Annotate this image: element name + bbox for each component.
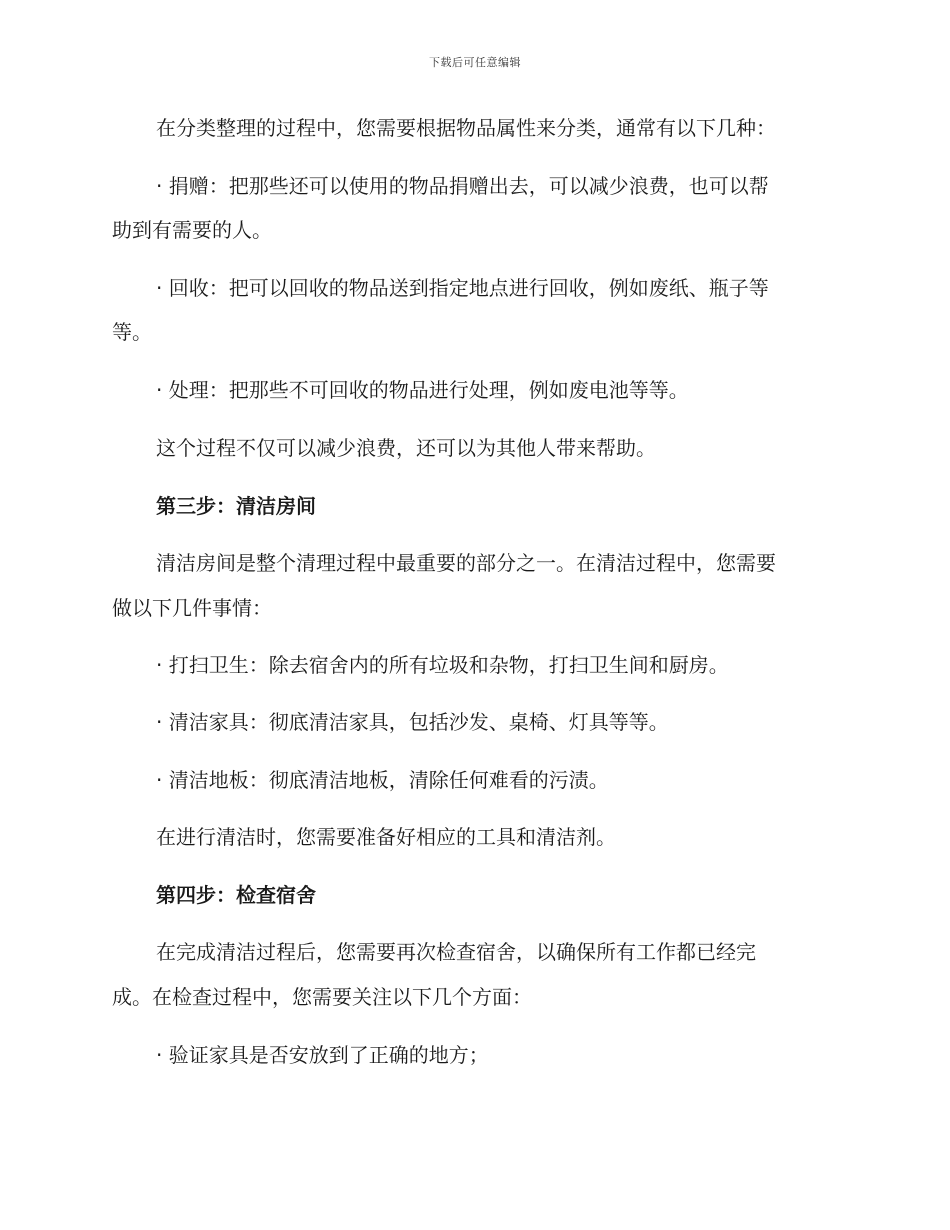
bullet-recycle-line2: 等。 bbox=[112, 320, 152, 344]
bullet-recycle-line1: · 回收：把可以回收的物品送到指定地点进行回收，例如废纸、瓶子等 bbox=[156, 276, 769, 300]
paragraph-inspect-line1: 在完成清洁过程后，您需要再次检查宿舍，以确保所有工作都已经完 bbox=[156, 940, 756, 964]
bullet-donate-line1: · 捐赠：把那些还可以使用的物品捐赠出去，可以减少浪费，也可以帮 bbox=[156, 174, 769, 198]
bullet-dispose: · 处理：把那些不可回收的物品进行处理，例如废电池等等。 bbox=[156, 378, 689, 402]
bullet-floor: · 清洁地板：彻底清洁地板，清除任何难看的污渍。 bbox=[156, 768, 609, 792]
paragraph-sorting-intro: 在分类整理的过程中，您需要根据物品属性来分类，通常有以下几种： bbox=[156, 116, 776, 140]
paragraph-tools: 在进行清洁时，您需要准备好相应的工具和清洁剂。 bbox=[156, 825, 616, 849]
heading-step-three: 第三步：清洁房间 bbox=[156, 494, 316, 518]
paragraph-clean-intro-line1: 清洁房间是整个清理过程中最重要的部分之一。在清洁过程中，您需要 bbox=[156, 551, 776, 575]
bullet-sweep: · 打扫卫生：除去宿舍内的所有垃圾和杂物，打扫卫生间和厨房。 bbox=[156, 653, 729, 677]
paragraph-clean-intro-line2: 做以下几件事情： bbox=[112, 596, 272, 620]
page-header: 下载后可任意编辑 bbox=[429, 56, 521, 69]
heading-step-four: 第四步：检查宿舍 bbox=[156, 883, 316, 907]
paragraph-inspect-line2: 成。在检查过程中，您需要关注以下几个方面： bbox=[112, 985, 532, 1009]
paragraph-process-benefit: 这个过程不仅可以减少浪费，还可以为其他人带来帮助。 bbox=[156, 436, 656, 460]
bullet-furniture: · 清洁家具：彻底清洁家具，包括沙发、桌椅、灯具等等。 bbox=[156, 710, 669, 734]
bullet-verify-furniture: · 验证家具是否安放到了正确的地方； bbox=[156, 1043, 489, 1067]
bullet-donate-line2: 助到有需要的人。 bbox=[112, 218, 272, 242]
